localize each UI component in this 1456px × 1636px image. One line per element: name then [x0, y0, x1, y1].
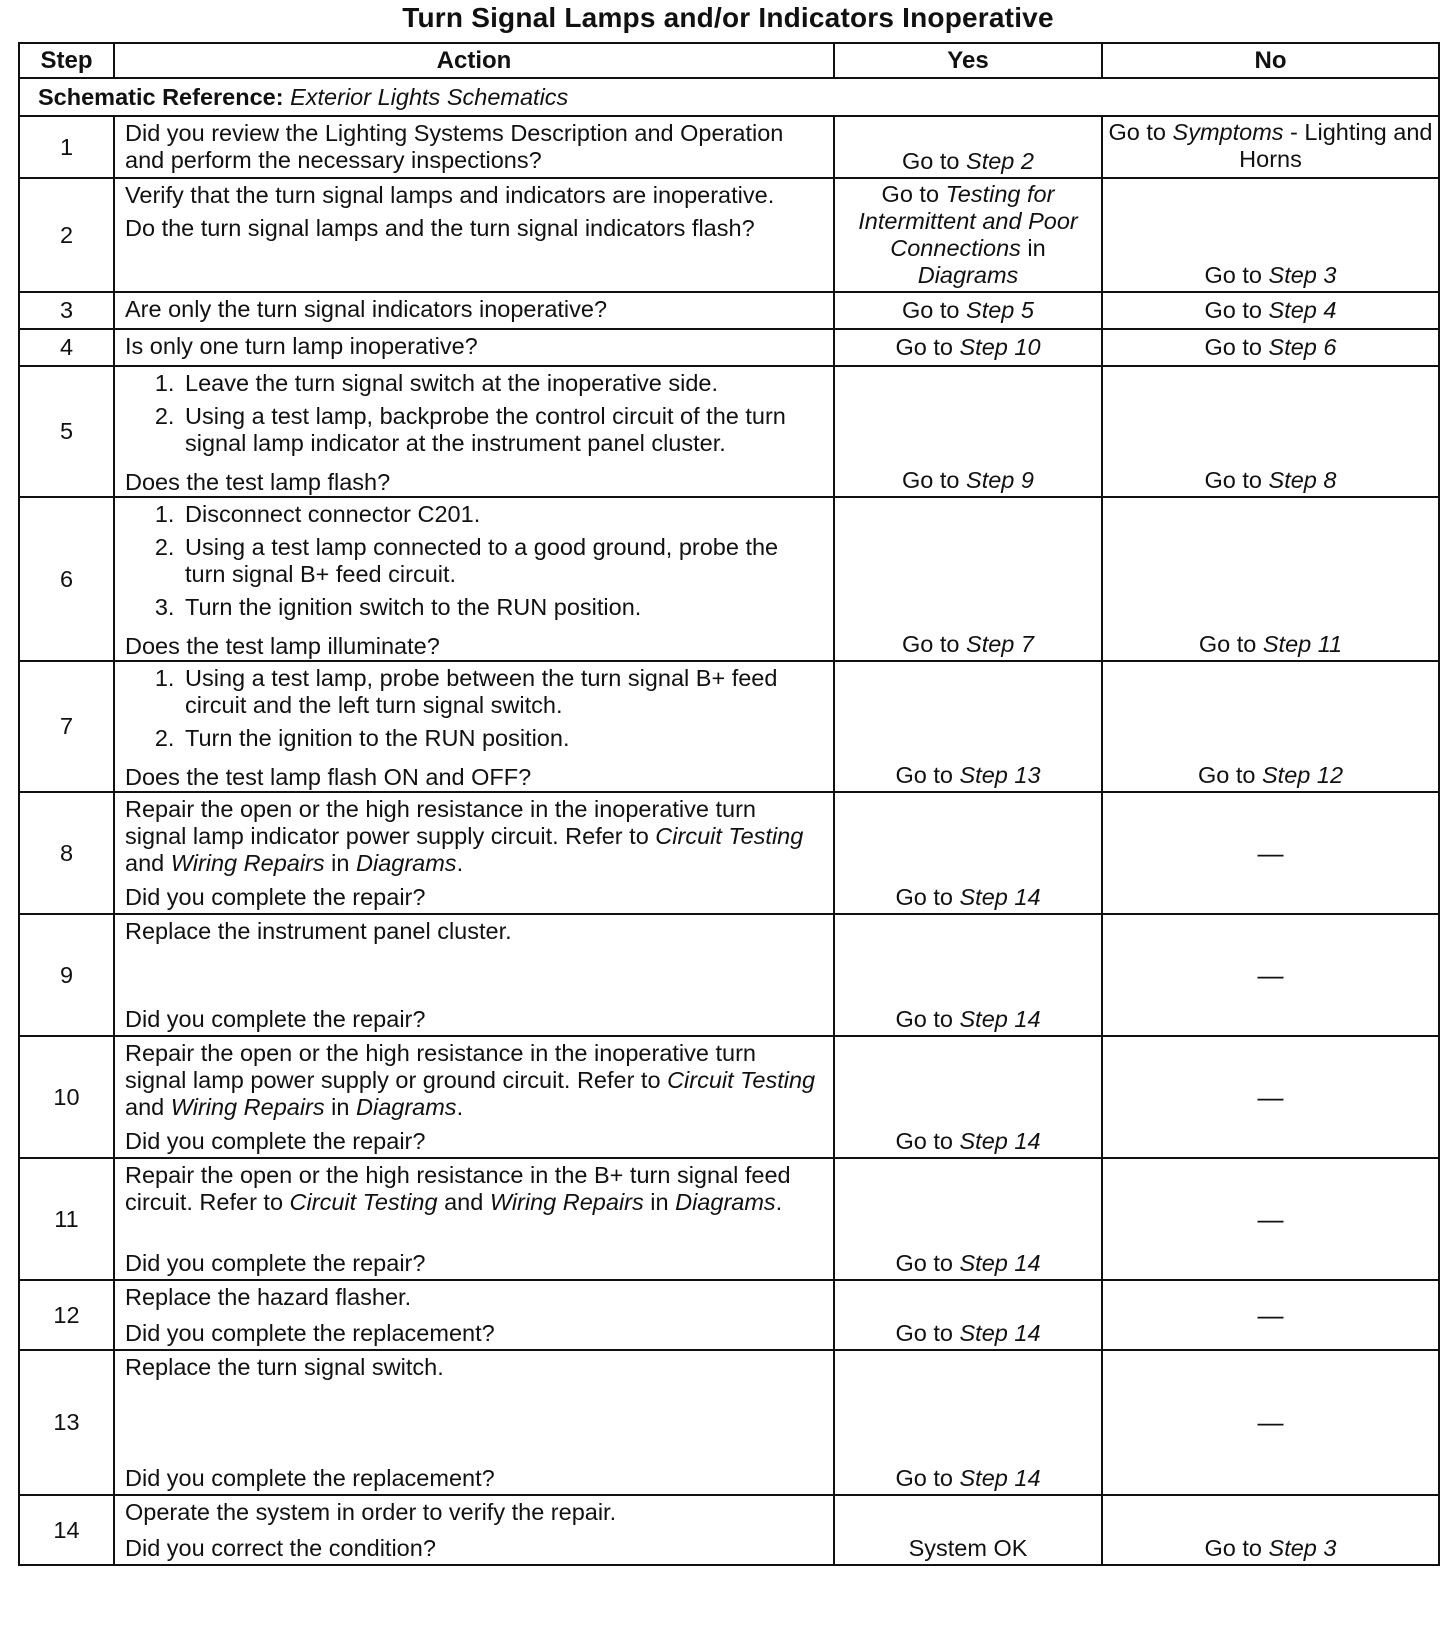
table-row	[19, 914, 1439, 1036]
list-item: 1. Disconnect connector C201.	[181, 501, 823, 528]
step-action	[114, 292, 834, 329]
table-row	[19, 1036, 1439, 1158]
step-yes: Go to Step 14	[834, 1280, 1102, 1350]
step-yes: Go to Testing for Intermittent and Poor Connections in Diagrams	[834, 178, 1102, 292]
step-yes: System OK	[834, 1495, 1102, 1565]
table-row	[19, 116, 1439, 178]
table-row	[19, 497, 1439, 661]
step-number: 1	[19, 116, 114, 178]
action-question: Did you complete the repair?	[125, 884, 426, 910]
step-number: 11	[19, 1158, 114, 1280]
step-action	[114, 366, 834, 497]
step-action	[114, 661, 834, 792]
table-row	[19, 1495, 1439, 1565]
schematic-reference	[19, 78, 1439, 116]
step-action	[114, 497, 834, 661]
action-question: Did you complete the replacement?	[125, 1320, 495, 1346]
step-yes: Go to Step 13	[834, 661, 1102, 792]
step-number: 7	[19, 661, 114, 792]
action-list	[125, 501, 823, 627]
step-action	[114, 329, 834, 366]
header-step: Step	[19, 43, 114, 78]
step-yes: Go to Step 7	[834, 497, 1102, 661]
step-yes: Go to Step 2	[834, 116, 1102, 178]
step-number: 14	[19, 1495, 114, 1565]
action-text: Repair the open or the high resistance in the inoperative turn signal lamp indicator power supply circuit. Refer to Circuit Testing and Wiring Repairs in Diagrams.	[125, 796, 804, 876]
step-yes: Go to Step 14	[834, 1350, 1102, 1495]
step-action	[114, 1036, 834, 1158]
step-action	[114, 116, 834, 178]
step-number: 9	[19, 914, 114, 1036]
step-yes: Go to Step 9	[834, 366, 1102, 497]
action-text: Did you review the Lighting Systems Description and Operation and perform the necessary inspections?	[125, 120, 784, 173]
page-title: Turn Signal Lamps and/or Indicators Inoperative	[402, 2, 1054, 33]
action-text: Repair the open or the high resistance in the inoperative turn signal lamp power supply or ground circuit. Refer to Circuit Testing and Wiring Repairs in Diagrams.	[125, 1040, 816, 1120]
step-no: Go to Step 11	[1102, 497, 1439, 661]
list-item: 3. Turn the ignition switch to the RUN position.	[181, 594, 823, 621]
step-number: 6	[19, 497, 114, 661]
step-yes: Go to Step 14	[834, 792, 1102, 914]
step-no: Go to Step 3	[1102, 1495, 1439, 1565]
step-no: Go to Symptoms - Lighting and Horns	[1102, 116, 1439, 178]
step-number: 12	[19, 1280, 114, 1350]
diagnostic-table	[18, 42, 1440, 1566]
step-yes: Go to Step 5	[834, 292, 1102, 329]
action-question: Did you complete the repair?	[125, 1006, 426, 1032]
schematic-reference-value: Exterior Lights Schematics	[290, 83, 569, 110]
schematic-reference-row	[19, 78, 1439, 116]
table-row	[19, 661, 1439, 792]
action-question: Does the test lamp flash ON and OFF?	[125, 764, 532, 790]
step-number: 3	[19, 292, 114, 329]
step-yes: Go to Step 14	[834, 914, 1102, 1036]
step-action	[114, 1350, 834, 1495]
header-no: No	[1102, 43, 1439, 78]
action-text: Replace the instrument panel cluster.	[125, 918, 512, 944]
step-no: Go to Step 3	[1102, 178, 1439, 292]
step-action	[114, 1495, 834, 1565]
list-item: 2. Using a test lamp connected to a good ground, probe the turn signal B+ feed circuit.	[181, 534, 823, 588]
schematic-reference-label: Schematic Reference:	[38, 83, 284, 110]
step-no: —	[1102, 1158, 1439, 1280]
step-action	[114, 1280, 834, 1350]
step-number: 5	[19, 366, 114, 497]
header-row	[19, 43, 1439, 78]
table-row	[19, 1158, 1439, 1280]
step-number: 10	[19, 1036, 114, 1158]
step-yes: Go to Step 14	[834, 1158, 1102, 1280]
action-question: Is only one turn lamp inoperative?	[125, 333, 478, 359]
action-text: Operate the system in order to verify the repair.	[125, 1499, 617, 1525]
step-no: Go to Step 8	[1102, 366, 1439, 497]
action-question: Did you complete the repair?	[125, 1250, 426, 1276]
list-item: 1. Using a test lamp, probe between the turn signal B+ feed circuit and the left turn signal switch.	[181, 665, 823, 719]
action-list	[125, 665, 823, 758]
table-row	[19, 366, 1439, 497]
header-yes: Yes	[834, 43, 1102, 78]
step-number: 4	[19, 329, 114, 366]
action-question: Do the turn signal lamps and the turn signal indicators flash?	[125, 215, 755, 241]
action-question: Does the test lamp illuminate?	[125, 633, 440, 659]
step-action	[114, 914, 834, 1036]
list-item: 2. Turn the ignition to the RUN position.	[181, 725, 823, 752]
table-row	[19, 292, 1439, 329]
action-list	[125, 370, 823, 463]
step-yes: Go to Step 14	[834, 1036, 1102, 1158]
step-no: Go to Step 6	[1102, 329, 1439, 366]
step-no: —	[1102, 1350, 1439, 1495]
action-question: Does the test lamp flash?	[125, 469, 391, 495]
action-question: Did you correct the condition?	[125, 1535, 436, 1561]
header-action: Action	[114, 43, 834, 78]
action-question: Did you complete the replacement?	[125, 1465, 495, 1491]
action-text: Repair the open or the high resistance in the B+ turn signal feed circuit. Refer to Circuit Testing and Wiring Repairs in Diagrams.	[125, 1162, 791, 1215]
action-text: Replace the hazard flasher.	[125, 1284, 412, 1310]
step-number: 8	[19, 792, 114, 914]
action-text: Verify that the turn signal lamps and indicators are inoperative.	[125, 182, 775, 208]
step-no: —	[1102, 792, 1439, 914]
table-row	[19, 178, 1439, 292]
list-item: 2. Using a test lamp, backprobe the control circuit of the turn signal lamp indicator at the instrument panel cluster.	[181, 403, 823, 457]
step-action	[114, 792, 834, 914]
step-no: —	[1102, 1036, 1439, 1158]
table-row	[19, 1280, 1439, 1350]
table-row	[19, 792, 1439, 914]
table-row	[19, 1350, 1439, 1495]
action-text: Replace the turn signal switch.	[125, 1354, 444, 1380]
list-item: 1. Leave the turn signal switch at the inoperative side.	[181, 370, 823, 397]
step-number: 13	[19, 1350, 114, 1495]
step-no: Go to Step 4	[1102, 292, 1439, 329]
step-no: —	[1102, 914, 1439, 1036]
step-action	[114, 178, 834, 292]
table-row	[19, 329, 1439, 366]
action-question: Did you complete the repair?	[125, 1128, 426, 1154]
step-number: 2	[19, 178, 114, 292]
step-no: Go to Step 12	[1102, 661, 1439, 792]
step-yes: Go to Step 10	[834, 329, 1102, 366]
step-action	[114, 1158, 834, 1280]
step-no: —	[1102, 1280, 1439, 1350]
action-question: Are only the turn signal indicators inoperative?	[125, 296, 608, 322]
